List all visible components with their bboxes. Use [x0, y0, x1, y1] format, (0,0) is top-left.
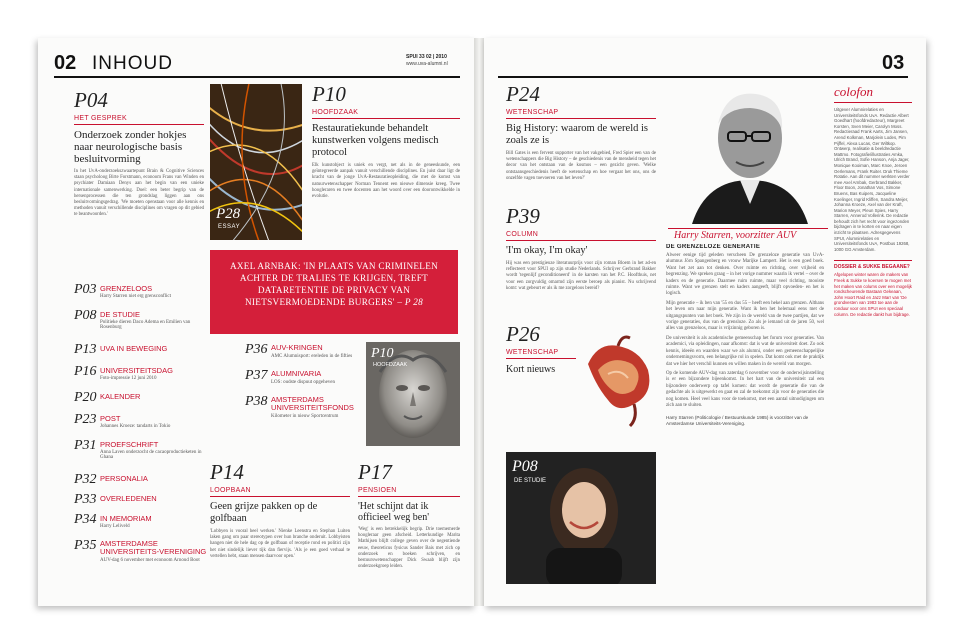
- page-ref: P10: [312, 82, 346, 106]
- item-sub: AUV-dag 6 november met econoom Arnoud Boot: [100, 558, 200, 563]
- page-ref: P04: [74, 88, 108, 112]
- article-p39[interactable]: [506, 206, 656, 292]
- section-title: INHOUD: [92, 53, 173, 74]
- headline: 'I'm okay, I'm okay': [506, 245, 588, 256]
- item-page: P37: [245, 368, 268, 383]
- item-sub: AMC Alumnisport: ereleden in de fifties: [271, 354, 353, 359]
- photo-page-ref: P08: [512, 458, 538, 475]
- headline: Geen grijze pakken op de golfbaan: [210, 501, 318, 524]
- organ-illustration: [578, 334, 658, 428]
- section-label: PENSIOEN: [358, 487, 397, 494]
- caption-rule: [668, 228, 828, 229]
- item-sub: Anna Laven onderzocht de cacaoproductieketen in Ghana: [100, 450, 202, 460]
- headline: Onderzoek zonder hokjes naar neurologische basis besluitvorming: [74, 129, 187, 165]
- contents-item[interactable]: [245, 394, 385, 424]
- divider: [506, 240, 656, 241]
- contents-item[interactable]: [74, 512, 204, 532]
- item-label: DE STUDIE: [100, 310, 141, 319]
- contents-item[interactable]: [74, 390, 204, 406]
- masthead-issue: SPUI 33 02 | 2010: [406, 54, 447, 60]
- item-sub: LOS: oudste dispuut opgeheven: [271, 380, 336, 385]
- item-label: GRENZELOOS: [100, 284, 153, 293]
- photo-label: ESSAY: [218, 224, 241, 230]
- body-text: In het UvA-onderzoekszwaartepunt Brain & Cognitive Sciences staan psycholoog Birte Forstmann, econoom Frans van Winden en psychiater Damiaan Denys aan het begin van een unieke internationale samenwerking. Doel: een beter begrip van de hersenprocessen die ten grondslag liggen aan ons besluitvormingsgedrag. 'We moeten openstaan voor alle kennis en methoden vanuit verschillende disciplines om vragen op dit gebied te beantwoorden.': [74, 169, 204, 218]
- contents-item[interactable]: [74, 282, 204, 302]
- page-ref: P26: [506, 322, 540, 346]
- header-rule: [498, 76, 908, 78]
- divider: [834, 102, 912, 103]
- body-text: Elk kunstobject is uniek en vergt, net als in de geneeskunde, een geïntegreerde aanpak vanuit verschillende disciplines. En juist daar ligt de kracht van de jonge UvA-Restauratieopleiding, die met de komst van natuurwetenschapper Norman Tennent een nieuwe dimensie kreeg. Twee hoogleraren en twee docenten aan het woord over een doorontwikkelde in evolutie.: [312, 163, 460, 200]
- contents-item[interactable]: [245, 342, 385, 364]
- page-ref: P14: [210, 460, 244, 484]
- item-page: P33: [74, 492, 97, 507]
- contents-item[interactable]: [74, 492, 204, 508]
- divider: [210, 496, 350, 497]
- item-page: P32: [74, 472, 97, 487]
- item-page: P13: [74, 342, 97, 357]
- item-label: OVERLEDENEN: [100, 494, 157, 503]
- statue-photo[interactable]: [366, 342, 460, 446]
- contents-item[interactable]: [74, 412, 204, 432]
- item-label: POST: [100, 414, 121, 423]
- divider: [358, 496, 460, 497]
- page-ref: P24: [506, 82, 540, 106]
- item-page: P16: [74, 364, 97, 379]
- divider: [506, 358, 576, 359]
- page-number: 03: [882, 52, 905, 74]
- box-title: DOSSIER & SUKKE BEGAANE?: [834, 264, 910, 271]
- headline: Big History: waarom de wereld is zoals ze is: [506, 123, 649, 146]
- article-title: DE GRENZELOZE GENERATIE: [666, 244, 761, 250]
- item-sub: Harry Leliveld: [100, 524, 130, 529]
- body-text: 'Lobbyen is vooral heel werken.' Nienke Leenstra en Stephan Luiten laken gang om paar stereotypen over hun branche onderuit. Lobbyisten hangen niet de hele dag op de golfbaan of receptie rond en politici zijn het niet sindelijk liever tijk dan fiervijs. 'Als je een goed verhaal te vertellen hebt, staan mensen daarvoor open.': [210, 529, 350, 559]
- quote-page-ref: – P 28: [397, 297, 423, 307]
- essay-photo[interactable]: [210, 84, 302, 240]
- photo-page-ref: P28: [216, 206, 241, 222]
- contents-item[interactable]: [74, 438, 204, 464]
- body-text: Hij was een prestigieuze literatuurprijs voor zijn roman Bloem in het ad-en reflecteert voor SPUI op zijn studie Nederlands. Schrijver Gerbrand Bakker wordt 'tegenlijf geconditioneerd' in de karsten van het P.C. Hoofthuis, net voor een zorgvuldig omarmd zijn eerste beroep als pianist. Nu schrijvend komt: wat gebeurt er als ik me zorgeloos bereid?: [506, 261, 656, 291]
- colofon-title: colofon: [834, 84, 873, 99]
- item-label: AUV-KRINGEN: [271, 343, 323, 352]
- item-label: KALENDER: [100, 392, 141, 401]
- article-p17[interactable]: [358, 462, 460, 570]
- contents-item[interactable]: [74, 342, 204, 358]
- headline: Restauratiekunde behandelt kunstwerken volgens medisch protocol: [312, 123, 439, 158]
- item-page: P23: [74, 412, 97, 427]
- item-page: P20: [74, 390, 97, 405]
- section-label: HOOFDZAAK: [312, 109, 359, 116]
- portrait-caption: Harry Starren, voorzitter AUV: [674, 230, 797, 241]
- item-page: P08: [74, 308, 97, 323]
- section-label: COLUMN: [506, 231, 539, 238]
- photo-label: HOOFDZAAK: [373, 362, 408, 368]
- item-page: P03: [74, 282, 97, 297]
- masthead-url: www.uva-alumni.nl: [406, 61, 448, 67]
- article-p14[interactable]: [210, 462, 350, 560]
- article-paragraph: Op de komende AUV-dag van zaterdag 6 november voor de onderwijsinstelling is er een bijzondere bijeenkomst. In het hart van de universiteit zal een bijzondere onderwerp op tafel komen: dat wordt de generatie die van de gedachte als is uitgewerkt en gaat en zal de toekomst zijn voor de generaties die nog komen. Heel veel kans voor de toekomst, met een aantal uitnodigingen om zich aan te sluiten.: [666, 370, 824, 408]
- student-photo[interactable]: [506, 452, 656, 584]
- item-page: P31: [74, 438, 97, 453]
- article-paragraph: Mijn generatie – ik ben van '55 en dus 55 – heeft een hekel aan grenzen. Althans het leven om naar mijn generatie. Want ik ben het helemaal eens met de uitgangspunten van het boek. We zijn in de wereld van de twee partijen, dat we vorige generaties, dus van de grensloze. Zo als je iemand uit de jaren 50, wel alles van grenzeloos, maar is vrijzinnig geboren is.: [666, 300, 824, 332]
- magazine-spread: [38, 38, 926, 606]
- page-ref: P17: [358, 460, 392, 484]
- contents-item[interactable]: [74, 308, 204, 334]
- item-page: P34: [74, 512, 97, 527]
- item-page: P38: [245, 394, 268, 409]
- body-text: 'Weg' is een betrekkelijk begrip. Drie toememerde hoogleraar geen afscheid. Letterkundige Marita Mathijsen blijft college geven over de negentiende eeuw, theoreticus fysicus Sander Bais met zich op onderzoek en boeken schrijven, en bestuurswetenschapper Dick Swaab blijft zijn onderzoekgroep leiden.: [358, 527, 460, 570]
- item-sub: Foto-impressie 12 juni 2010: [100, 376, 157, 381]
- divider: [834, 260, 912, 261]
- item-page: P36: [245, 342, 268, 357]
- headline: Kort nieuws: [506, 364, 556, 375]
- quote-text: AXEL ARNBAK: 'IN PLAATS VAN CRIMINELEN ACHTER DE TRALIES TE KRIJGEN, TREFT DATARETENTIE DE PRIVACY VAN NIETSVERMOEDENDE BURGERS': [229, 261, 439, 307]
- item-label: PROEFSCHRIFT: [100, 440, 159, 449]
- item-sub: Politieke dieren Daco Adema en Emilien van Rosenburg: [100, 320, 191, 330]
- contents-item[interactable]: [74, 472, 204, 488]
- article-p26[interactable]: [506, 324, 656, 444]
- section-label: WETENSCHAP: [506, 109, 559, 116]
- divider: [506, 118, 656, 119]
- item-label: UNIVERSITEITSDAG: [100, 366, 173, 375]
- page-ref: P39: [506, 204, 540, 228]
- item-label: AMSTERDAMS UNIVERSITEITSFONDS: [271, 395, 354, 412]
- article-paragraph: Alweer eenige tijd geleden verscheen De grenzeloze generatie van UvA-alumnus Jörn Spangenberg en vrouw Marijke Lampert. Het is een goed boek. Want het zet aan tot denken. Over ruimte en richting, over vrijheid en begrenzing. We spreken graag – in het vorige nummer waarin ik vertel – over de kaders en de generatie. Daarmee ruim ruimte, maar veel richting, mooiste ruimte. Want we grenzen stelt en kaders aangeeft, blijft opvoeden- en het is logisch.: [666, 253, 824, 297]
- item-sub: Johannes Kroeze: tandarts in Tokio: [100, 424, 171, 429]
- item-label: AMSTERDAMSE UNIVERSITEITS-VERENIGING: [100, 539, 207, 556]
- item-label: IN MEMORIAM: [100, 514, 152, 523]
- section-label: HET GESPREK: [74, 115, 127, 122]
- photo-label: DE STUDIE: [514, 478, 547, 484]
- box-text: Afgelopen winter waren de makers van Freek & Sukke te koersen te mogen met het maken van colums over een mogelijk rondscheurende Bastaan Gekeaan, John Hoort Raid en Jazz Marr van 'De grondvesten van 1983 toe aan de ronduur voor ons SPUI een speciaal column. De redactie dankt hun bijdrage.: [834, 272, 912, 317]
- man-portrait-image: [666, 84, 824, 224]
- column-article: [666, 244, 824, 594]
- section-label: WETENSCHAP: [506, 349, 559, 356]
- item-sub: Harry Starren niet erg grensconflict: [100, 294, 171, 299]
- contents-item[interactable]: [74, 538, 207, 574]
- body-text: Bill Gates is een fervent supporter van het vakgebied, Fred Spier een van de wetenschappers die Big History – de geschiedenis van de mensheid tegen het decor van het ontstaan van de kosmos – een gezicht geven. 'Welke ontstaansgeschiedenis heeft de wetenschap en hoe vergaat het ons, ons de onzelfde vagen toevoeren van het leven?': [506, 151, 656, 181]
- left-page: [38, 38, 476, 606]
- item-sub: Kilometer in nieuw Sportcentrum: [271, 414, 339, 419]
- chairman-portrait: [666, 84, 824, 224]
- section-label: LOOPBAAN: [210, 487, 251, 494]
- article-p24[interactable]: [506, 84, 656, 182]
- colofon-text: Uitgever Alumnirelaties en Universiteitsfonds UvA. Redactie Albert Goedhart (hoofdredacteur), Margreet Korsten, Sven Meier, Carolyn Moss. Redactieraad Frank Aarts, Jim Jansen, Arend Kolkman, Marjolein Lodes, Pim Pijffel, Alexa Lucas, Ger Wiltkop. Ontwerp, realisatie & beeldredactie Mattmo. Fotografie/illustraties Amka, Ulrich Brand, Sofie Hanson, Anja Jager, Monique Kooiman, Marc Knoe, Jeroen Oerlemans, Frank Ruiter. Druk Thieme Rotatie. Aan dit nummer werkten verder mee Axel Arnbak, Gerbrand Bakker, Floor Boon, Jonathan Vos, Simone Bruens, Bas Kuipers, Jacqueline Koelinger, Ingrid Kliffen, Sandra Meijer, Johanna Kroeze, Axel van der Kraft, Marion Meyer, Pleun Spies, Harry Starren, Annerod Vollerink. De redactie behoudt zich het recht voor ingezonden bijdragen in te korten en naar eigen inzicht te plaatsen. Adresgegevens SPUI, Alumnirelaties en Universiteitsfonds UvA, Postbus 19268, 1000 GG Amsterdam.: [834, 107, 910, 252]
- article-paragraph: De universiteit is als academische gemeenschap het forum voor generaties. Van academici, via opleidingen, naar afkomst: dat is wat de universiteit doet. Zo ook kennis, ideeën en waarden waar we als alumni, onder een gemeenschappelijke ondernemingsvorm, een belangrijke rol in spelen. Dat komt ook met de praktijk dat we hier het verschil kunnen en willen maken in de wereld van morgen.: [666, 335, 824, 367]
- item-label: ALUMNIVARIA: [271, 369, 322, 378]
- contents-item[interactable]: [74, 364, 204, 384]
- author-signature: Harry Starren (Politicologie / Bestuurskunde 1985) is voorzitter van de Amsterdamse Universiteits-Vereniging.: [666, 415, 809, 427]
- divider: [312, 118, 460, 119]
- right-page: [484, 38, 926, 606]
- item-page: P35: [74, 538, 97, 553]
- item-label: UVA IN BEWEGING: [100, 344, 168, 353]
- article-p10[interactable]: [312, 84, 460, 200]
- quote-box[interactable]: [210, 250, 458, 334]
- photo-page-ref: P10: [371, 346, 394, 361]
- pull-quote: [220, 260, 448, 308]
- contents-list: [38, 38, 208, 606]
- contents-item[interactable]: [245, 368, 385, 390]
- item-label: PERSONALIA: [100, 474, 148, 483]
- colofon: [834, 84, 912, 594]
- headline: 'Het schijnt dat ik officieel weg ben': [358, 501, 430, 523]
- page-number: 02: [54, 52, 77, 74]
